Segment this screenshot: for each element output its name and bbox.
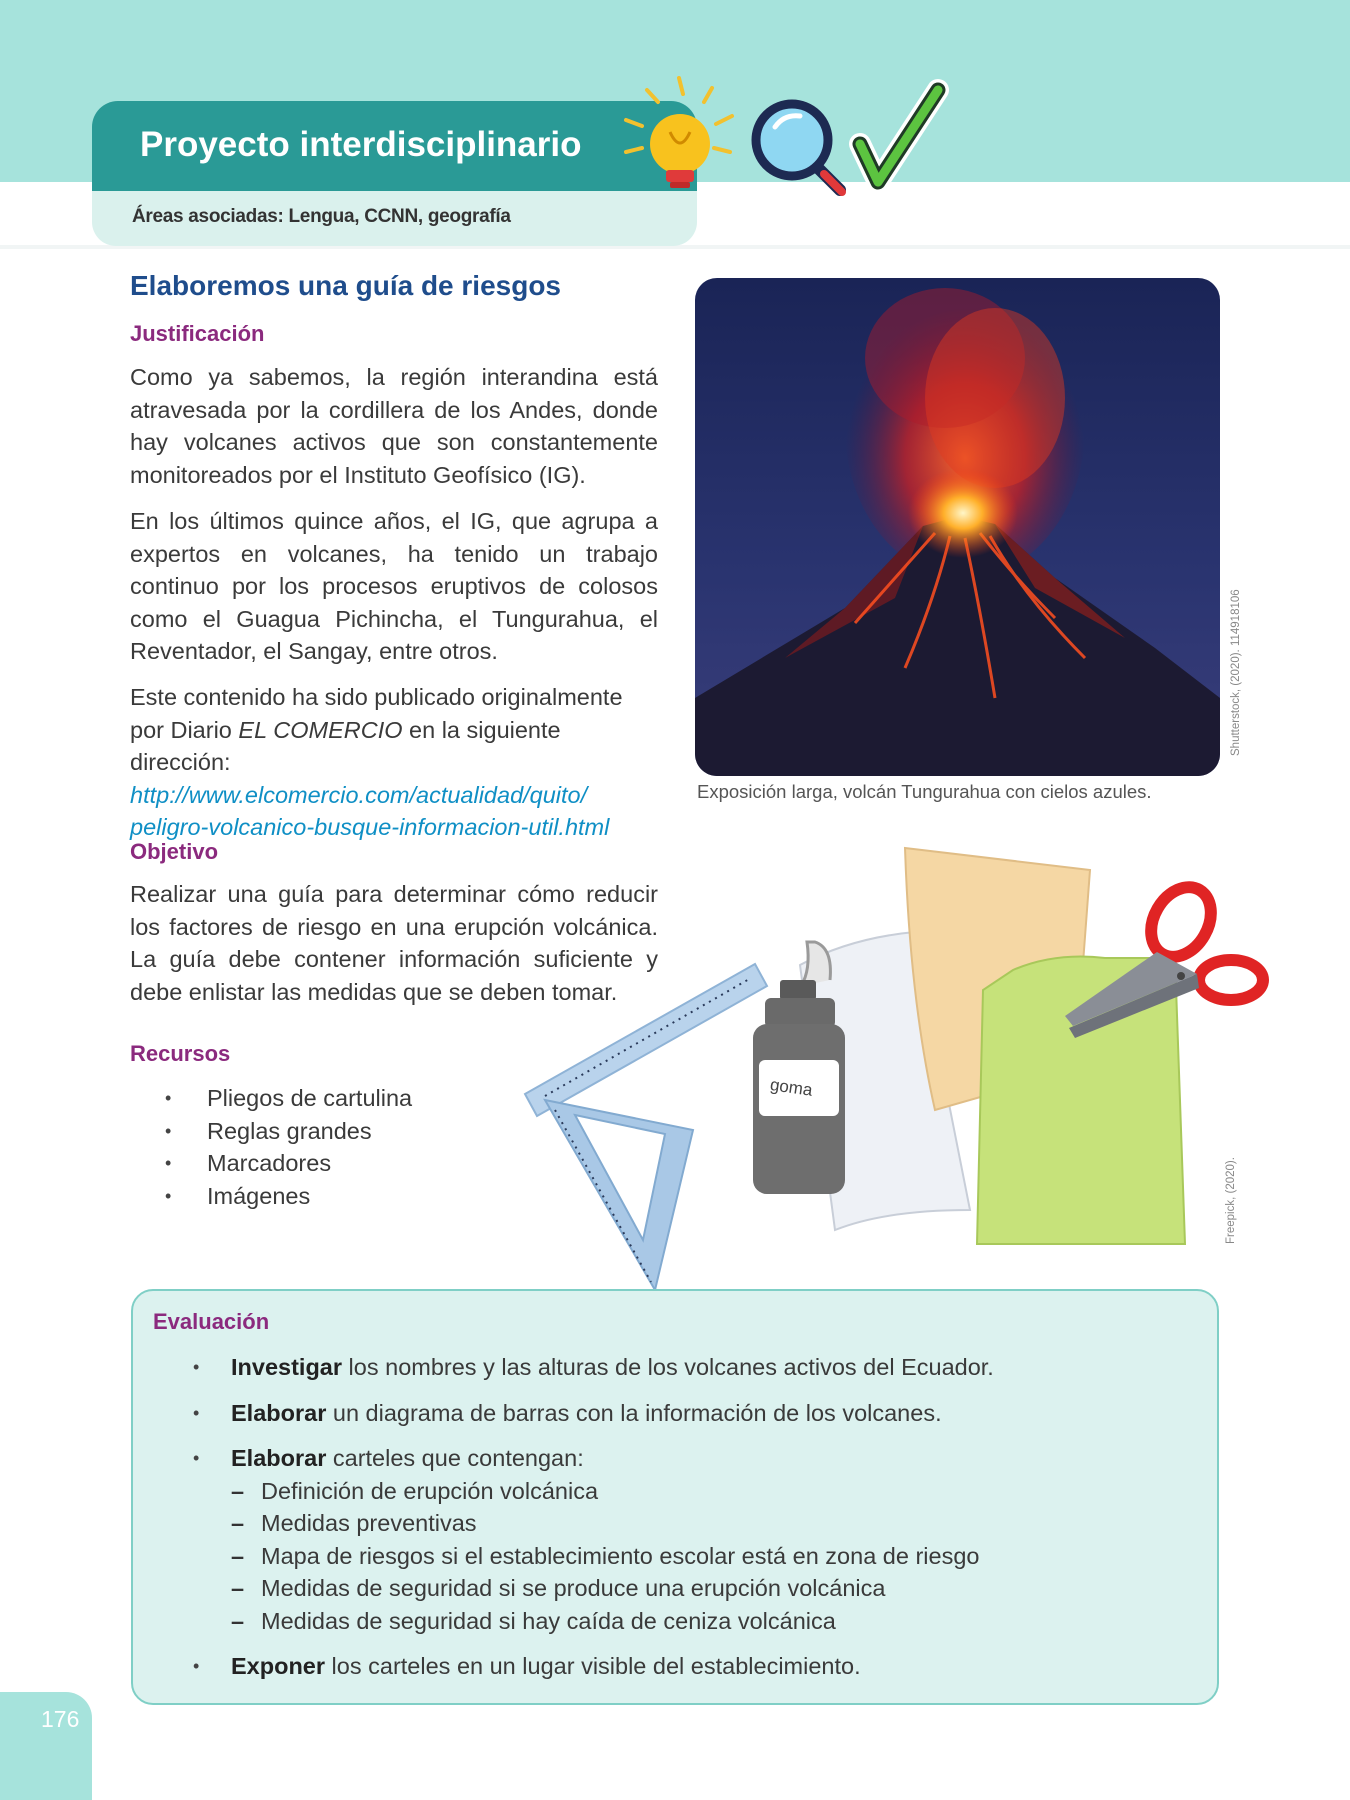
list-item: • Pliegos de cartulina bbox=[165, 1082, 412, 1115]
page-number: 176 bbox=[41, 1706, 80, 1732]
source-name: EL COMERCIO bbox=[238, 716, 403, 743]
action-text: los nombres y las alturas de los volcanes activos del Ecuador. bbox=[342, 1354, 994, 1380]
evaluacion-list bbox=[193, 1351, 1193, 1696]
sub-list-item: – Definición de erupción volcánica bbox=[231, 1475, 1193, 1508]
photo-credit: Shutterstock, (2020). 114918106 bbox=[1230, 589, 1242, 756]
action-verb: Exponer bbox=[231, 1653, 326, 1679]
associated-areas: Áreas asociadas: Lengua, CCNN, geografía bbox=[132, 206, 511, 227]
justificacion-paragraph-1: Como ya sabemos, la región interandina está atravesada por la cordillera de los Andes, donde hay volcanes activos que son constantemente monitoreados por el Instituto Geofísico (IG). bbox=[130, 364, 658, 488]
sub-list-item: – Medidas de seguridad si se produce una erupción volcánica bbox=[231, 1572, 1193, 1605]
recursos-list bbox=[165, 1082, 412, 1212]
list-item: • Marcadores bbox=[165, 1147, 412, 1180]
section-heading: Elaboremos una guía de riesgos bbox=[130, 270, 562, 301]
list-item bbox=[193, 1397, 1193, 1430]
source-text-before: Este contenido ha sido publicado originalmente por Diario bbox=[130, 684, 623, 743]
header-icons bbox=[612, 72, 964, 212]
checkmark-icon bbox=[860, 90, 938, 182]
list-item: • Imágenes bbox=[165, 1180, 412, 1213]
action-text: los carteles en un lugar visible del establecimiento. bbox=[325, 1653, 861, 1679]
source-link-line-1[interactable]: http://www.elcomercio.com/actualidad/quito/ bbox=[130, 781, 588, 808]
photo-caption: Exposición larga, volcán Tungurahua con cielos azules. bbox=[697, 781, 1152, 802]
triangle-ruler-icon bbox=[545, 1100, 693, 1290]
list-item: • Reglas grandes bbox=[165, 1115, 412, 1148]
recursos-heading: Recursos bbox=[130, 1041, 231, 1066]
glue-label: goma bbox=[768, 1075, 814, 1100]
title-bar bbox=[92, 101, 697, 191]
action-text: carteles que contengan: bbox=[326, 1445, 584, 1471]
source-link-line-2[interactable]: peligro-volcanico-busque-informacion-util.html bbox=[130, 814, 610, 840]
title-tab bbox=[92, 101, 697, 246]
sub-list-item: – Medidas preventivas bbox=[231, 1507, 1193, 1540]
list-item bbox=[193, 1351, 1193, 1384]
volcano-photo bbox=[695, 278, 1220, 776]
objetivo-paragraph: Realizar una guía para determinar cómo reducir los factores de riesgo en una erupción volcánica. La guía debe contener información suficiente y debe enlistar las medidas que se deben tomar. bbox=[130, 881, 658, 1005]
action-verb: Elaborar bbox=[231, 1399, 327, 1426]
sub-list-item: – Medidas de seguridad si hay caída de ceniza volcánica bbox=[231, 1605, 1193, 1638]
evaluacion-heading: Evaluación bbox=[153, 1309, 270, 1334]
action-text: un diagrama de barras con la información de los volcanes. bbox=[326, 1399, 942, 1426]
list-item bbox=[193, 1650, 1193, 1683]
page-title: Proyecto interdisciplinario bbox=[140, 125, 582, 164]
justificacion-heading: Justificación bbox=[130, 321, 265, 346]
magnifier-icon bbox=[756, 104, 842, 192]
illustration-credit: Freepick, (2020). bbox=[1225, 1157, 1237, 1244]
areas-bar bbox=[92, 191, 697, 246]
sub-list-item: – Mapa de riesgos si el establecimiento escolar está en zona de riesgo bbox=[231, 1540, 1193, 1573]
source-text-after: en la siguiente dirección: bbox=[130, 716, 561, 775]
action-verb: Investigar bbox=[231, 1354, 343, 1380]
cartel-contents-list bbox=[231, 1475, 1193, 1638]
supplies-illustration bbox=[515, 830, 1275, 1290]
evaluacion-box bbox=[131, 1289, 1219, 1705]
glue-bottle-icon bbox=[753, 942, 845, 1194]
lightbulb-icon bbox=[626, 78, 732, 188]
list-item bbox=[193, 1442, 1193, 1637]
justificacion-paragraph-2: En los últimos quince años, el IG, que agrupa a expertos en volcanes, ha tenido un trabajo continuo por los procesos eruptivos de colosos como el Guagua Pichincha, el Tungurahua, el Reventador, el Sangay, entre otros. bbox=[130, 508, 658, 664]
justificacion-paragraph-3 bbox=[130, 681, 658, 844]
action-verb: Elaborar bbox=[231, 1445, 327, 1471]
objetivo-heading: Objetivo bbox=[130, 839, 219, 864]
ruler-icon bbox=[525, 964, 767, 1116]
